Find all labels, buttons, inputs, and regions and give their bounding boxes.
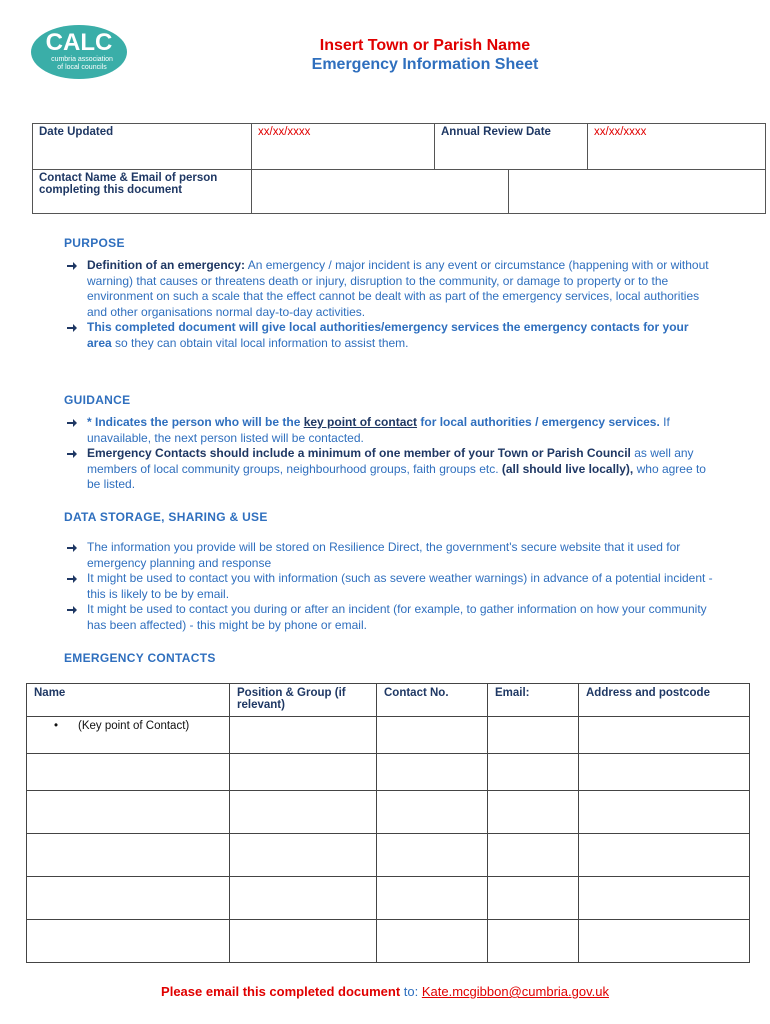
position-cell[interactable] [230,717,377,754]
footer-bold-text: Please email this completed document [161,984,401,999]
table-row [27,834,750,877]
date-updated-value-cell[interactable]: xx/xx/xxxx [252,124,435,170]
emergency-contacts-title: EMERGENCY CONTACTS [64,651,216,665]
date-updated-label-cell: Date Updated [33,124,252,170]
contacts-header-row [27,684,750,717]
footer-to-text: to: [400,984,422,999]
table-row [27,717,750,754]
bullet-arrow-icon [66,604,78,616]
address-cell[interactable] [579,834,750,877]
address-cell[interactable] [579,920,750,963]
address-cell[interactable] [579,754,750,791]
contact-cell[interactable] [377,877,488,920]
bullet-arrow-icon [66,417,78,429]
contact-cell[interactable] [377,834,488,877]
purpose-section [64,236,714,352]
col-name-header: Name [27,684,230,717]
data-storage-title: DATA STORAGE, SHARING & USE [64,510,268,524]
email-link[interactable]: Kate.mcgibbon@cumbria.gov.uk [421,984,609,999]
bullet-arrow-icon [66,260,78,272]
footer-instruction [0,984,770,999]
guidance-bullet-1: * Indicates the person who will be the key point of contact for local authorities / emergency services. If unavailable, the next person listed will be contacted. [64,415,714,446]
document-header [240,36,610,75]
contact-person-table [32,169,766,214]
logo-subtitle-1: cumbria association [51,56,113,63]
name-cell[interactable] [27,877,230,920]
bullet-arrow-icon [66,573,78,585]
guidance-title: GUIDANCE [64,393,131,407]
contact-person-name-cell[interactable] [252,170,509,214]
purpose-title: PURPOSE [64,236,125,250]
name-cell[interactable]: • (Key point of Contact) [27,717,230,754]
purpose-bullet-1: Definition of an emergency: An emergency / major incident is any event or circumstance (happening with or without warning) that causes or threatens death or injury, disruption to the community, or damage to property or to the environment on such a scale that the effect cannot be dealt with as part of the emergency services, local authorities and other organisations normal day-to-day activities. [64,258,714,320]
contact-cell[interactable] [377,717,488,754]
table-row [27,791,750,834]
emergency-contacts-table [26,683,750,963]
bullet-arrow-icon [66,322,78,334]
col-email-header: Email: [488,684,579,717]
email-cell[interactable] [488,754,579,791]
email-cell[interactable] [488,920,579,963]
position-cell[interactable] [230,834,377,877]
email-cell[interactable] [488,834,579,877]
info-table [32,123,766,170]
col-contact-header: Contact No. [377,684,488,717]
logo-subtitle-2: of local councils [57,64,107,71]
guidance-bullet-2: Emergency Contacts should include a minimum of one member of your Town or Parish Council as well any members of local community groups, neighbourhood groups, faith groups etc. (all should live locally), who agree to be listed. [64,446,714,493]
review-date-label-cell: Annual Review Date [435,124,588,170]
name-cell[interactable] [27,791,230,834]
position-cell[interactable] [230,920,377,963]
key-contact-note: (Key point of Contact) [78,720,190,732]
calc-logo [30,24,128,80]
review-date-value-cell[interactable]: xx/xx/xxxx [588,124,766,170]
email-cell[interactable] [488,717,579,754]
address-cell[interactable] [579,877,750,920]
sheet-title: Emergency Information Sheet [311,56,539,73]
position-cell[interactable] [230,877,377,920]
table-row [27,920,750,963]
contact-person-label-cell: Contact Name & Email of person completing this document [33,170,252,214]
data-storage-bullet-3: It might be used to contact you during or after an incident (for example, to gather information on how your community has been affected) - this might be by phone or email. [64,602,714,633]
key-point-of-contact-text: key point of contact [303,415,418,429]
bullet-arrow-icon [66,542,78,554]
logo-title: CALC [45,29,113,56]
table-row [27,877,750,920]
address-cell[interactable] [579,717,750,754]
contact-cell[interactable] [377,754,488,791]
contact-cell[interactable] [377,920,488,963]
col-position-header: Position & Group (if relevant) [230,684,377,717]
bullet-arrow-icon [66,448,78,460]
purpose-bullet-2: This completed document will give local authorities/emergency services the emergency contacts for your area so they can obtain vital local information to assist them. [64,320,714,351]
contact-person-email-cell[interactable] [509,170,766,214]
name-cell[interactable] [27,834,230,877]
name-cell[interactable] [27,754,230,791]
data-storage-section [64,510,714,634]
email-cell[interactable] [488,791,579,834]
guidance-section [64,393,714,493]
data-storage-bullet-2: It might be used to contact you with information (such as severe weather warnings) in advance of a potential incident - this is likely to be by email. [64,571,714,602]
emergency-contacts-section [64,651,714,665]
col-address-header: Address and postcode [579,684,750,717]
address-cell[interactable] [579,791,750,834]
position-cell[interactable] [230,754,377,791]
name-cell[interactable] [27,920,230,963]
data-storage-bullet-1: The information you provide will be stored on Resilience Direct, the government's secure website that it used for emergency planning and response [64,540,714,571]
contact-cell[interactable] [377,791,488,834]
email-cell[interactable] [488,877,579,920]
position-cell[interactable] [230,791,377,834]
table-row [27,754,750,791]
town-parish-title: Insert Town or Parish Name [319,37,531,54]
